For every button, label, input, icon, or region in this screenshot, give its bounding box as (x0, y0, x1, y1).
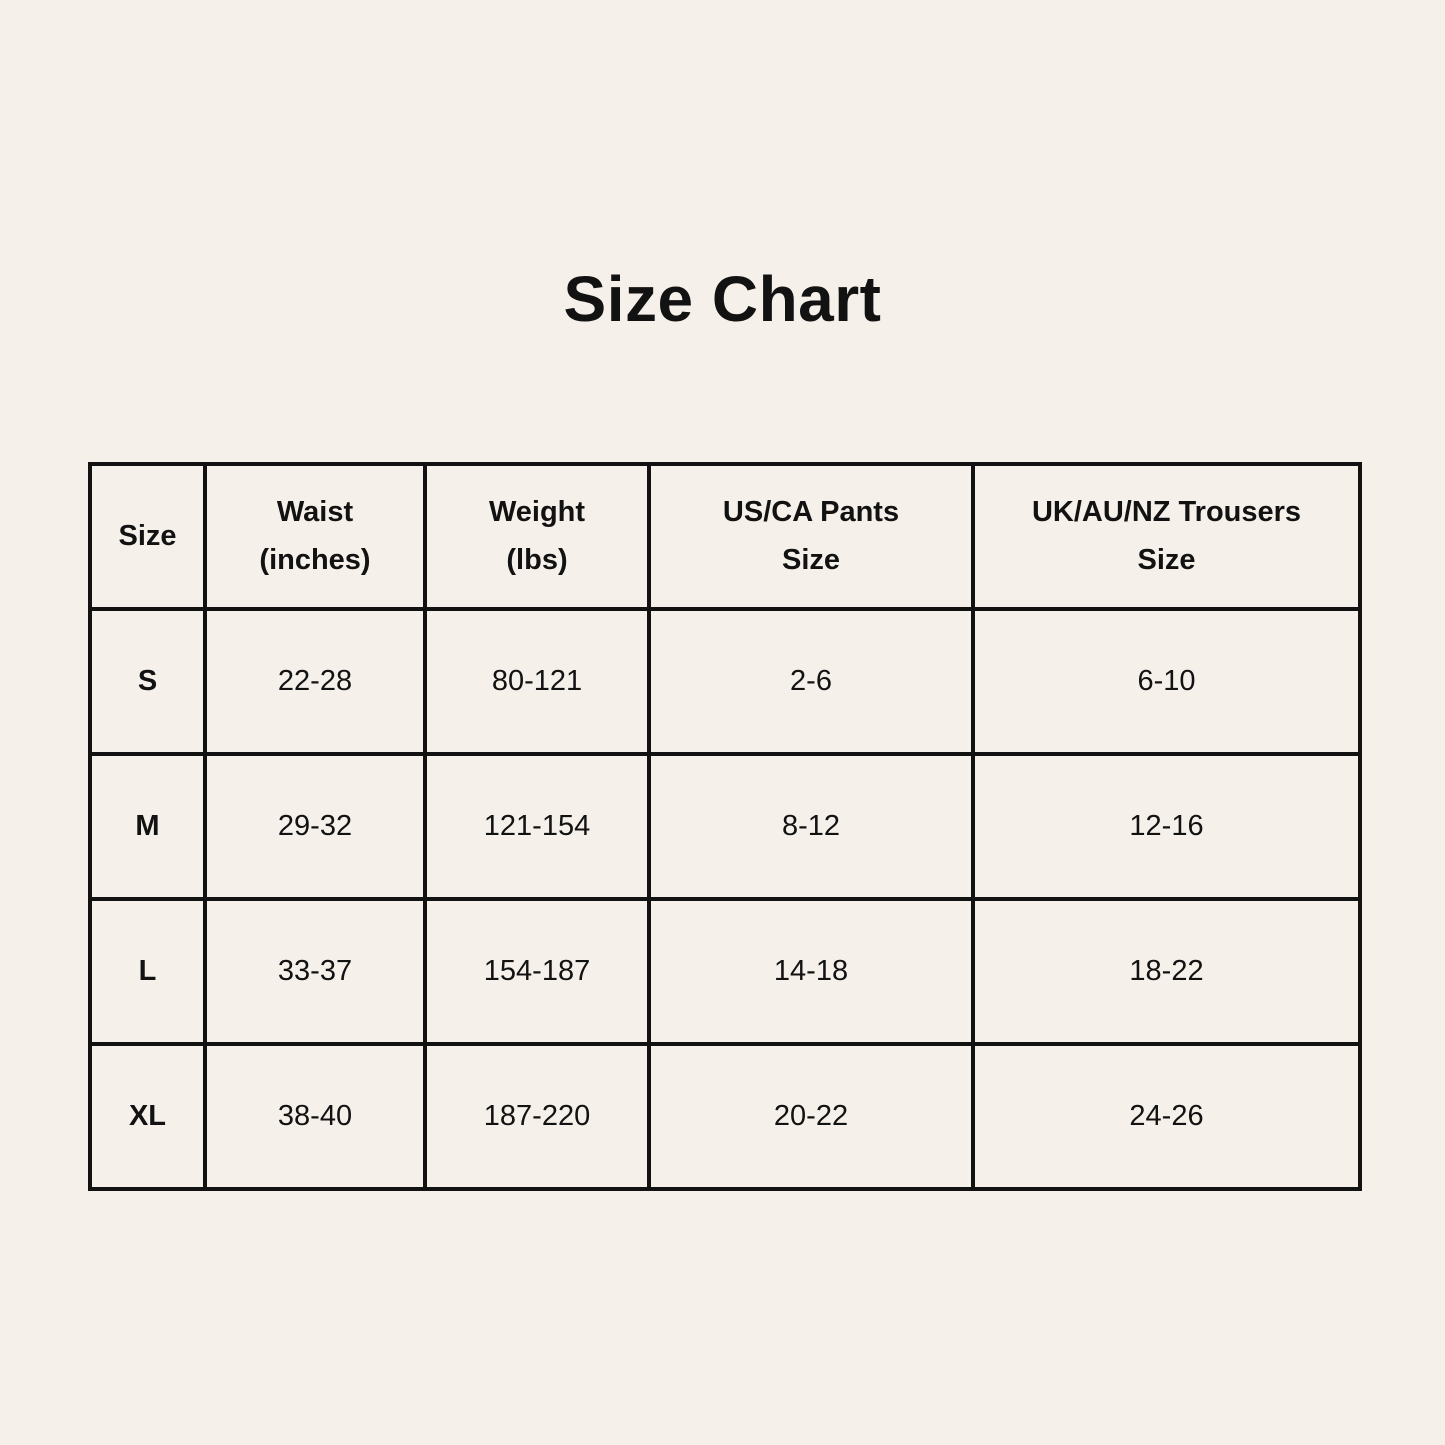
table-row (90, 609, 1360, 754)
cell-weight: 154-187 (425, 899, 649, 1044)
cell-uk_au_nz: 24-26 (973, 1044, 1360, 1189)
table-row (90, 899, 1360, 1044)
cell-uk_au_nz: 18-22 (973, 899, 1360, 1044)
table-row (90, 754, 1360, 899)
cell-uk_au_nz: 6-10 (973, 609, 1360, 754)
cell-waist: 38-40 (205, 1044, 425, 1189)
column-header-uk-au-nz-trousers-size: UK/AU/NZ Trousers Size (973, 464, 1360, 609)
cell-waist: 29-32 (205, 754, 425, 899)
cell-uk_au_nz: 12-16 (973, 754, 1360, 899)
cell-size: S (90, 609, 205, 754)
cell-us_ca: 14-18 (649, 899, 973, 1044)
cell-us_ca: 8-12 (649, 754, 973, 899)
cell-waist: 22-28 (205, 609, 425, 754)
cell-weight: 80-121 (425, 609, 649, 754)
header-row (90, 464, 1360, 609)
cell-weight: 121-154 (425, 754, 649, 899)
page-title: Size Chart (563, 263, 882, 335)
cell-size: L (90, 899, 205, 1044)
table-row (90, 1044, 1360, 1189)
cell-us_ca: 20-22 (649, 1044, 973, 1189)
column-header-weight-lbs: Weight (lbs) (425, 464, 649, 609)
column-header-us-ca-pants-size: US/CA Pants Size (649, 464, 973, 609)
table-body (90, 609, 1360, 1189)
cell-weight: 187-220 (425, 1044, 649, 1189)
cell-us_ca: 2-6 (649, 609, 973, 754)
table-header (90, 464, 1360, 609)
column-header-waist-inches: Waist (inches) (205, 464, 425, 609)
cell-size: M (90, 754, 205, 899)
cell-size: XL (90, 1044, 205, 1189)
column-header-size: Size (90, 464, 205, 609)
cell-waist: 33-37 (205, 899, 425, 1044)
size-chart-table (88, 462, 1362, 1191)
